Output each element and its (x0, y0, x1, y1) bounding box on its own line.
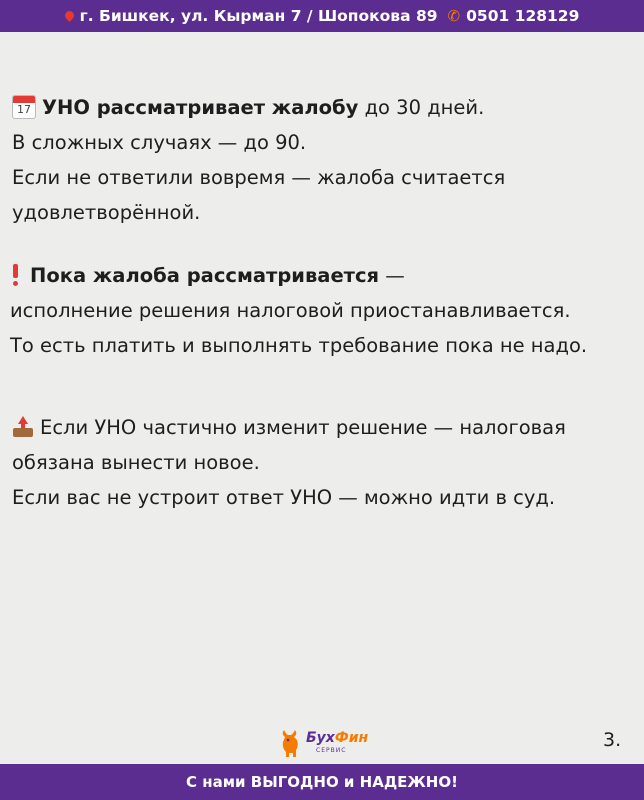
calendar-day: 17 (17, 102, 31, 116)
lead-bold: Пока жалоба рассматривается (30, 264, 380, 287)
header-phone: 0501 128129 (466, 7, 580, 25)
lead-rest: до 30 дней. (358, 96, 485, 119)
footer-slogan: С нами ВЫГОДНО и НАДЕЖНО! (186, 773, 458, 791)
logo-subtitle: СЕРВИС (316, 747, 347, 754)
lead-bold: УНО рассматривает жалобу (42, 96, 359, 119)
footer-bar (0, 764, 644, 800)
brand-logo (278, 726, 373, 762)
section-line: Если не ответили вовремя — жалоба считается (12, 166, 506, 189)
section-lead (12, 410, 632, 445)
section-line: То есть платить и выполнять требование пока не надо. (10, 334, 588, 357)
calendar-icon (12, 95, 36, 119)
section-line: обязана вынести новое. (12, 451, 260, 474)
section-lead (10, 258, 630, 293)
page-number: 3. (603, 729, 622, 751)
header-bar (0, 0, 644, 32)
lead-rest: — (379, 264, 405, 287)
header-address: г. Бишкек, ул. Кырман 7 / Шопокова 89 (79, 7, 438, 25)
section-line: В сложных случаях — до 90. (12, 131, 307, 154)
phone-icon: ✆ (447, 7, 461, 25)
section-review-period (12, 90, 632, 230)
exclamation-icon (10, 264, 20, 286)
logo-wordmark: БухФин (306, 730, 369, 746)
section-line: удовлетворённой. (12, 201, 201, 224)
section-suspension (10, 258, 630, 363)
outbox-tray-icon (12, 416, 34, 438)
section-line: Если вас не устроит ответ УНО — можно идти в суд. (12, 486, 556, 509)
section-line: исполнение решения налоговой приостанавливается. (10, 299, 571, 322)
location-pin-icon (63, 9, 76, 22)
goat-mascot-icon (278, 728, 302, 758)
lead-rest: Если УНО частично изменит решение — налоговая (40, 416, 566, 439)
section-new-decision (12, 410, 632, 515)
section-lead (12, 90, 632, 125)
